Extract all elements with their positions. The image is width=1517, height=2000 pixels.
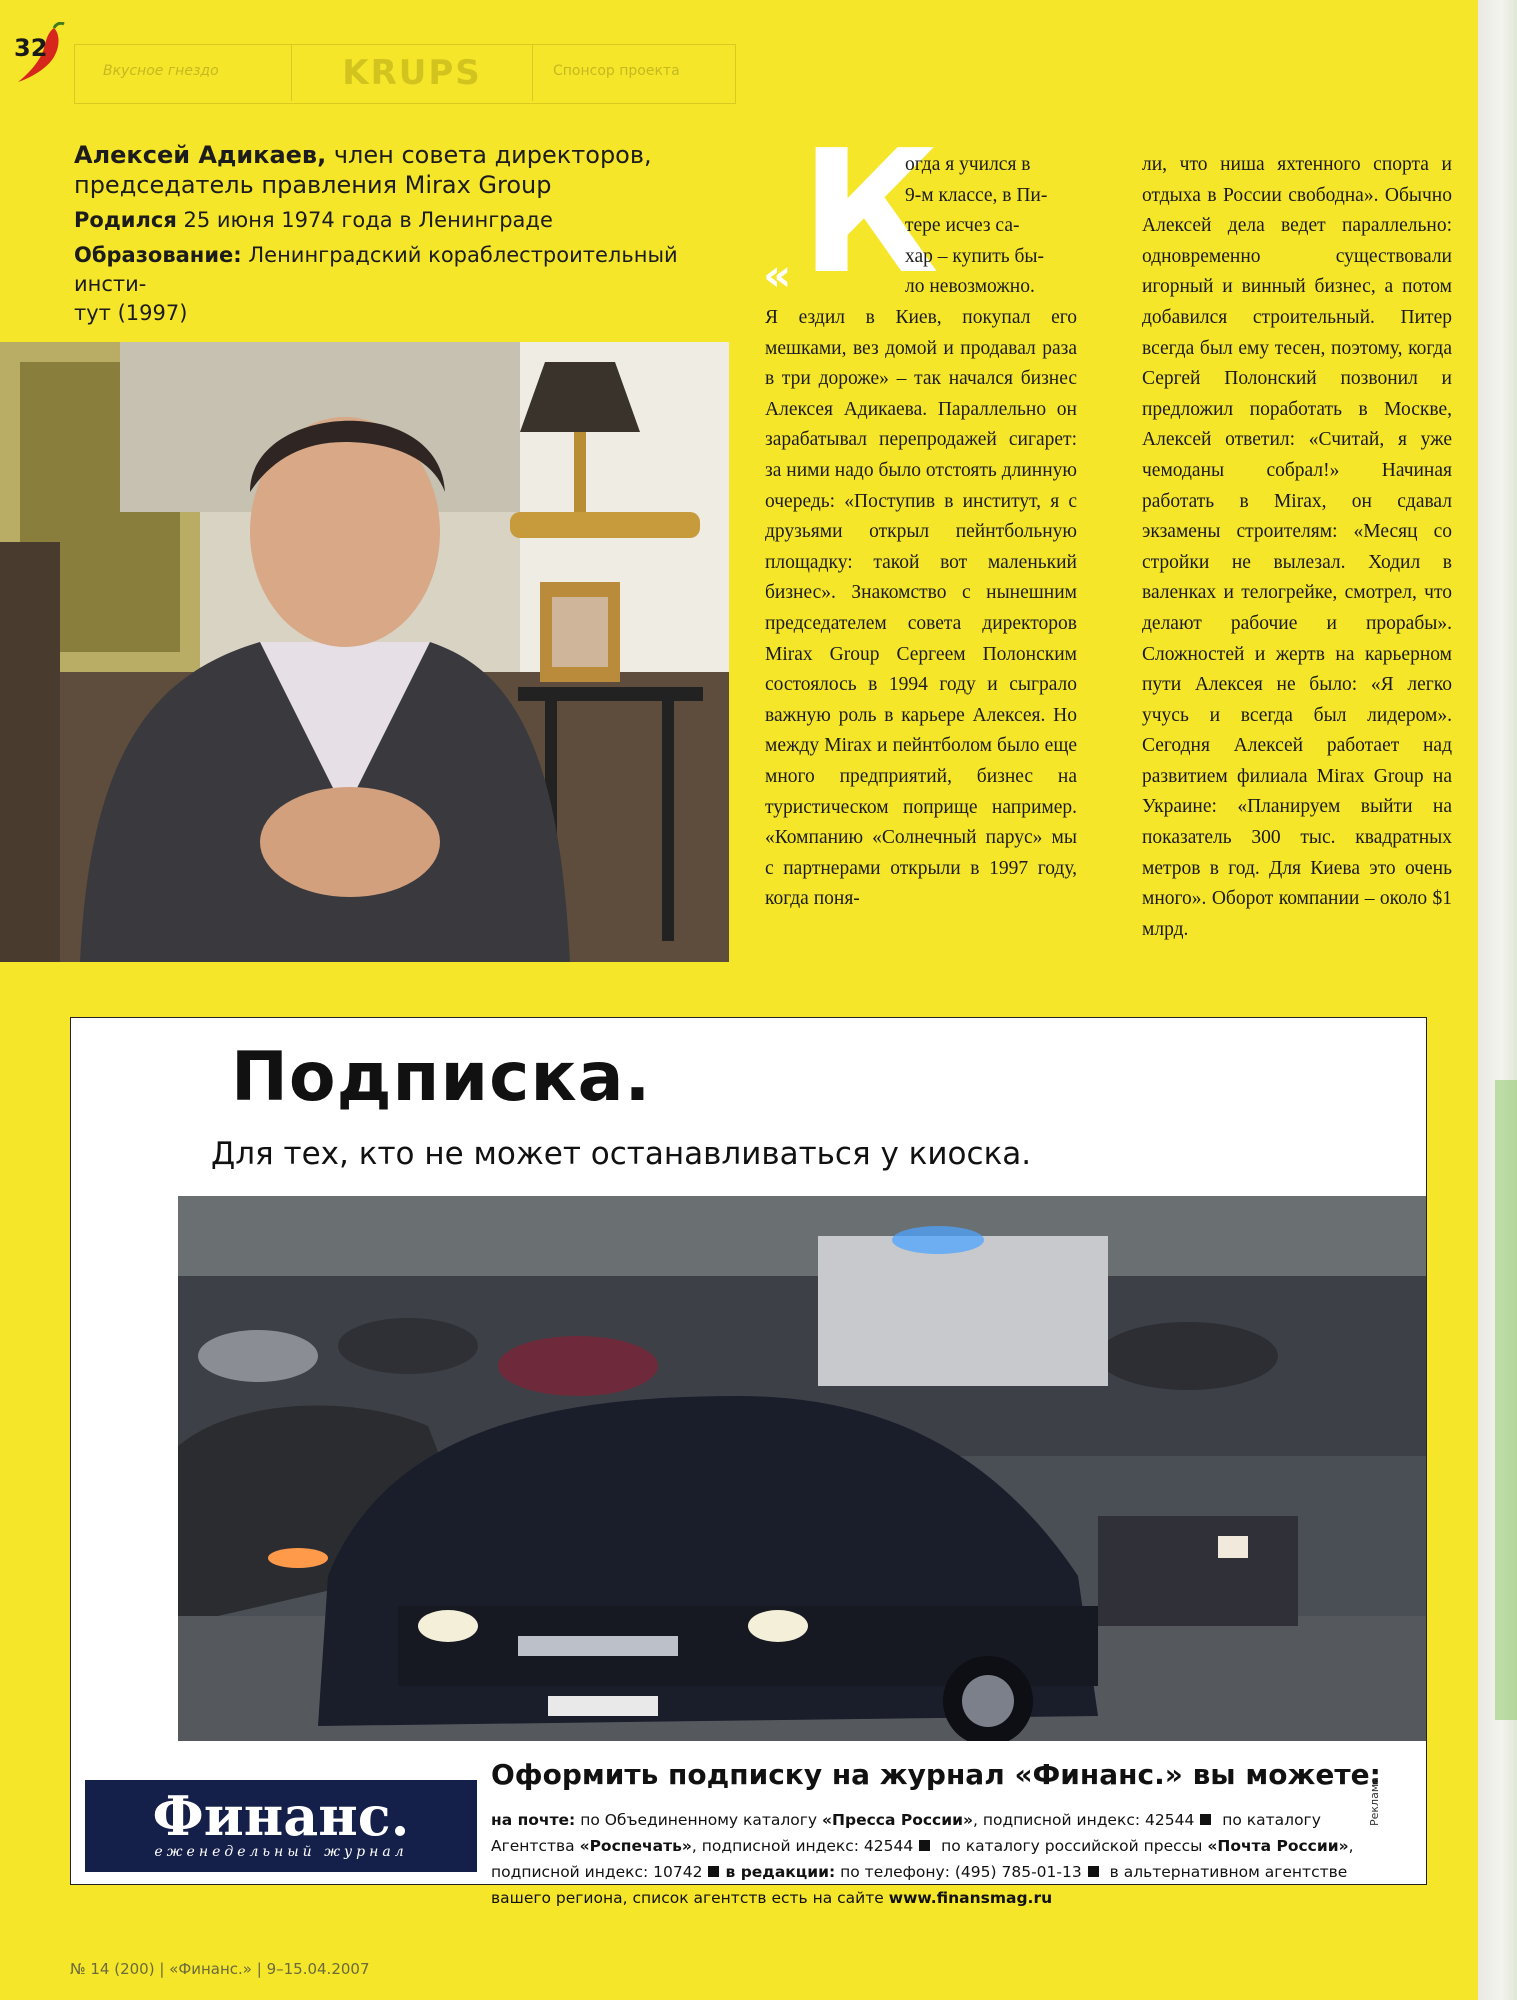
ad-subtitle: Для тех, кто не может останавливаться у киоска.: [211, 1136, 1032, 1172]
detail-text: по телефону: (495) 785-01-13: [835, 1863, 1082, 1881]
bio-block: [74, 140, 714, 328]
ad-label: Реклама: [1368, 1777, 1381, 1826]
website-link[interactable]: www.finansmag.ru: [888, 1889, 1053, 1907]
bio-born: [74, 206, 714, 235]
person-role-2: председатель правления Mirax Group: [74, 171, 552, 199]
subscription-ad: [70, 1017, 1427, 1907]
ad-title: Подписка.: [231, 1038, 652, 1117]
detail-text: , подписной индекс: 42544: [972, 1811, 1195, 1829]
person-name: Алексей Адикаев,: [74, 141, 327, 169]
detail-text: по каталогу: [1217, 1811, 1321, 1829]
square-bullet: [1088, 1866, 1099, 1877]
lead-line: 9-м классе, в Пи-: [905, 184, 1048, 206]
bio-name-line: [74, 140, 714, 200]
logo-wordmark: Финанс.: [152, 1784, 410, 1848]
drop-cap-quote-mark: «: [763, 250, 792, 301]
person-role-1: член совета директоров,: [333, 141, 652, 169]
detail-text: ,: [1348, 1837, 1354, 1855]
portrait-photo: [0, 342, 729, 962]
lead-line: хар – купить бы-: [905, 245, 1045, 267]
detail-text: в редакции:: [725, 1863, 836, 1881]
detail-text: подписной индекс: 10742: [491, 1863, 703, 1881]
drop-cap: К: [800, 114, 939, 312]
ad-photo-traffic: [178, 1196, 1426, 1741]
article-column-1: Я ездил в Киев, покупал его мешками, вез домой и продавал раза в три дороже» – так начался бизнес Алексея Адикаева. Параллельно он зарабатывал перепродажей сигарет: за ними надо было отстоять длинную очередь: «Поступив в институт, я с друзьями открыл пейнтбольную площадку: такой вот маленький бизнес». Знакомство с нынешним председателем совета директоров Mirax Group Сергеем Полонским состоялось в 1994 году и сыграло важную роль в карьере Алексея. Но между Mirax и пейнтболом было еще много предприятий, бизнес на туристическом поприще например. «Компанию «Солнечный парус» мы с партнерами открыли в 1997 году, когда поня-: [765, 307, 1077, 910]
ad-subscription-details: [491, 1807, 1361, 1911]
detail-text: по каталогу российской прессы: [936, 1837, 1208, 1855]
footer-issue-info: № 14 (200) | «Финанс.» | 9–15.04.2007: [70, 1960, 370, 1978]
detail-text: , подписной индекс: 42544: [691, 1837, 914, 1855]
lead-line: тере исчез са-: [905, 215, 1020, 237]
education-text-1: Ленинградский кораблестроительный инсти-: [74, 243, 678, 296]
finans-logo: [85, 1780, 477, 1872]
education-text-2: тут (1997): [74, 301, 188, 325]
ad-cta: Оформить подписку на журнал «Финанс.» вы можете:: [491, 1758, 1381, 1791]
detail-text: «Почта России»: [1207, 1837, 1349, 1855]
sponsor-bar: [74, 44, 736, 104]
education-label: Образование:: [74, 243, 242, 267]
article-lead: [905, 150, 1077, 303]
square-bullet: [1200, 1814, 1211, 1825]
sponsor-brand: KRUPS: [291, 45, 533, 101]
born-text: 25 июня 1974 года в Ленинграде: [183, 208, 553, 232]
detail-text: Агентства: [491, 1837, 580, 1855]
detail-text: по Объединенному каталогу: [575, 1811, 823, 1829]
detail-text: «Пресса России»: [822, 1811, 973, 1829]
bio-education: [74, 241, 714, 328]
detail-text: вашего региона, список агентств есть на сайте: [491, 1889, 889, 1907]
square-bullet: [708, 1866, 719, 1877]
page-edge-shadow: [1495, 1080, 1517, 1720]
detail-text: на почте:: [491, 1811, 576, 1829]
page-number: 32: [14, 34, 48, 62]
sponsor-tag: Вкусное гнездо: [103, 63, 219, 79]
square-bullet: [919, 1840, 930, 1851]
detail-text: «Роспечать»: [579, 1837, 692, 1855]
detail-text: в альтернативном агентстве: [1104, 1863, 1348, 1881]
lead-line: ло невозможно.: [905, 276, 1035, 298]
lead-line: огда я учился в: [905, 154, 1031, 175]
sponsor-label: Спонсор проекта: [553, 63, 680, 79]
article-column-2: ли, что ниша яхтенного спорта и отдыха в России свободна». Обычно Алексей дела ведет параллельно: одновременно существовали игорный и винный бизнес, а потом добавился строительный. Питер всегда был ему тесен, поэтому, когда Сергей Полонский позвонил и предложил поработать в Москве, Алексей ответил: «Считай, я уже чемоданы собрал!» Начиная работать в Mirax, он сдавал экзамены строителям: «Месяц со стройки не вылезал. Ходил в валенках и телогрейке, смотрел, что делают рабочие и прорабы». Сложностей и жертв на карьерном пути Алексея не было: «Я легко учусь и всегда был лидером». Сегодня Алексей работает над развитием филиала Mirax Group на Украине: «Планируем выйти на показатель 300 тыс. квадратных метров в год. Для Киева это очень много». Оборот компании – около $1 млрд.: [1142, 154, 1452, 940]
logo-tagline: еженедельный журнал: [154, 1844, 408, 1860]
born-label: Родился: [74, 208, 177, 232]
